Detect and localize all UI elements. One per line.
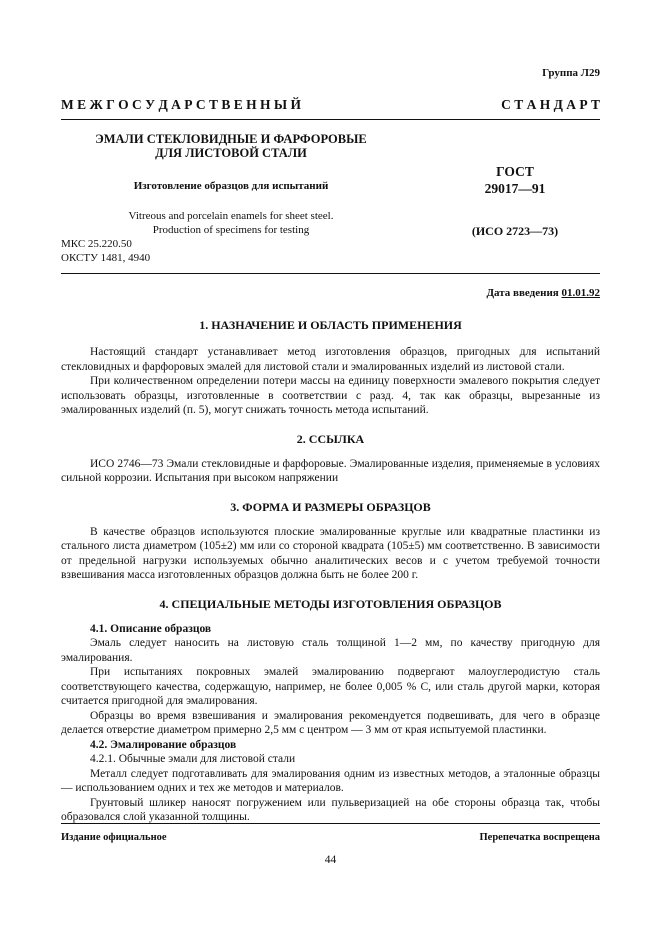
banner-left: М Е Ж Г О С У Д А Р С Т В Е Н Н Ы Й (61, 97, 302, 112)
title-line1: ЭМАЛИ СТЕКЛОВИДНЫЕ И ФАРФОРОВЫЕ (95, 132, 367, 146)
date-label: Дата введения (486, 287, 559, 299)
mid-rule (61, 273, 600, 274)
effective-date (486, 286, 600, 301)
title-en-line2: Production of specimens for testing (152, 223, 310, 236)
title-line2: ДЛЯ ЛИСТОВОЙ СТАЛИ (155, 146, 307, 160)
date-value: 01.01.92 (561, 287, 600, 299)
iso-reference: (ИСО 2723—73) (471, 224, 559, 238)
page-number: 44 (324, 854, 337, 866)
banner-right: С Т А Н Д А Р Т (501, 97, 600, 112)
section-2-paragraph-1: ИСО 2746—73 Эмали стекловидные и фарфоровые. Эмалированные изделия, применяемые в условиях сильной коррозии. Испытания при высоком напряжении (61, 457, 600, 484)
section-1-heading: 1. НАЗНАЧЕНИЕ И ОБЛАСТЬ ПРИМЕНЕНИЯ (199, 318, 462, 332)
document-body (61, 318, 600, 825)
standard-number-block (430, 163, 600, 239)
section-4-heading: 4. СПЕЦИАЛЬНЫЕ МЕТОДЫ ИЗГОТОВЛЕНИЯ ОБРАЗЦОВ (159, 596, 502, 611)
footer-edition: Издание официальное (61, 832, 167, 843)
section-4-paragraph-5: Грунтовый шликер наносят погружением или пульверизацией на обе стороны образца так, чтобы образовался слой указанной толщины. (61, 796, 600, 823)
section-3-paragraph-1: В качестве образцов используются плоские эмалированные круглые или квадратные пластинки из стального листа диаметром (105±2) мм или со стороной квадрата (105±5) мм соответственно. В зависимости от предельной нагрузки используемых обычно аналитических весов и с учетом требуемой точности взвешивания масса изготовленных образцов должна быть не более 200 г. (61, 525, 600, 581)
section-1-paragraph-1: Настоящий стандарт устанавливает метод изготовления образцов, пригодных для испытаний стекловидных и фарфоровых эмалей для листовой стали и эмалированных изделий из листовой стали. (61, 346, 600, 373)
gost-number: 29017—91 (484, 181, 546, 196)
section-4-paragraph-1: Эмаль следует наносить на листовую сталь толщиной 1—2 мм, по качеству пригодную для эмалирования. (61, 637, 600, 664)
title-english (61, 209, 401, 237)
section-4-paragraph-3: Образцы во время взвешивания и эмалирования рекомендуется подвешивать, для чего в образце делается отверстие диаметром примерно 2,5 мм с центром — 3 мм от края испытуемой пластинки. (61, 709, 600, 736)
okstu-code: ОКСТУ 1481, 4940 (61, 251, 151, 264)
section-1-paragraph-2: При количественном определении потери массы на единицу поверхности эмалевого покрытия следует использовать образцы, изготовленные в соответствии с разд. 4, так как образцы, вырезанные из эмалированных изделий (п. 5), могут снижать точность метода испытаний. (61, 375, 600, 416)
section-2-heading: 2. ССЫЛКА (296, 431, 365, 446)
title-block (61, 132, 401, 237)
title-subtitle: Изготовление образцов для испытаний (133, 180, 329, 192)
footer-rule (61, 823, 600, 824)
title-en-line1: Vitreous and porcelain enamels for sheet steel. (128, 209, 334, 222)
standard-banner (61, 98, 600, 113)
footer-reprint-notice: Перепечатка воспрещена (479, 832, 600, 843)
top-rule (61, 119, 600, 120)
section-4-paragraph-2: При испытаниях покровных эмалей эмалированию подвергают малоуглеродистую сталь соответствующего качества, содержащую, например, не более 0,005 % С, или сталь другой марки, которая считается пригодной для эмалирования. (61, 666, 600, 707)
footer (61, 831, 600, 846)
group-code: Группа Л29 (542, 67, 600, 79)
subsection-4-2-heading: 4.2. Эмалирование образцов (90, 738, 237, 751)
subsection-4-2-1-heading: 4.2.1. Обычные эмали для листовой стали (90, 753, 296, 765)
subsection-4-1-heading: 4.1. Описание образцов (90, 622, 212, 635)
gost-label: ГОСТ (496, 164, 534, 179)
section-4-paragraph-4: Металл следует подготавливать для эмалирования одним из известных методов, а эталонные образцы — использованием одних и тех же методов и материалов. (61, 767, 600, 794)
mks-code: МКС 25.220.50 (61, 238, 132, 250)
section-3-heading: 3. ФОРМА И РАЗМЕРЫ ОБРАЗЦОВ (230, 499, 431, 514)
classification-codes (61, 238, 150, 265)
